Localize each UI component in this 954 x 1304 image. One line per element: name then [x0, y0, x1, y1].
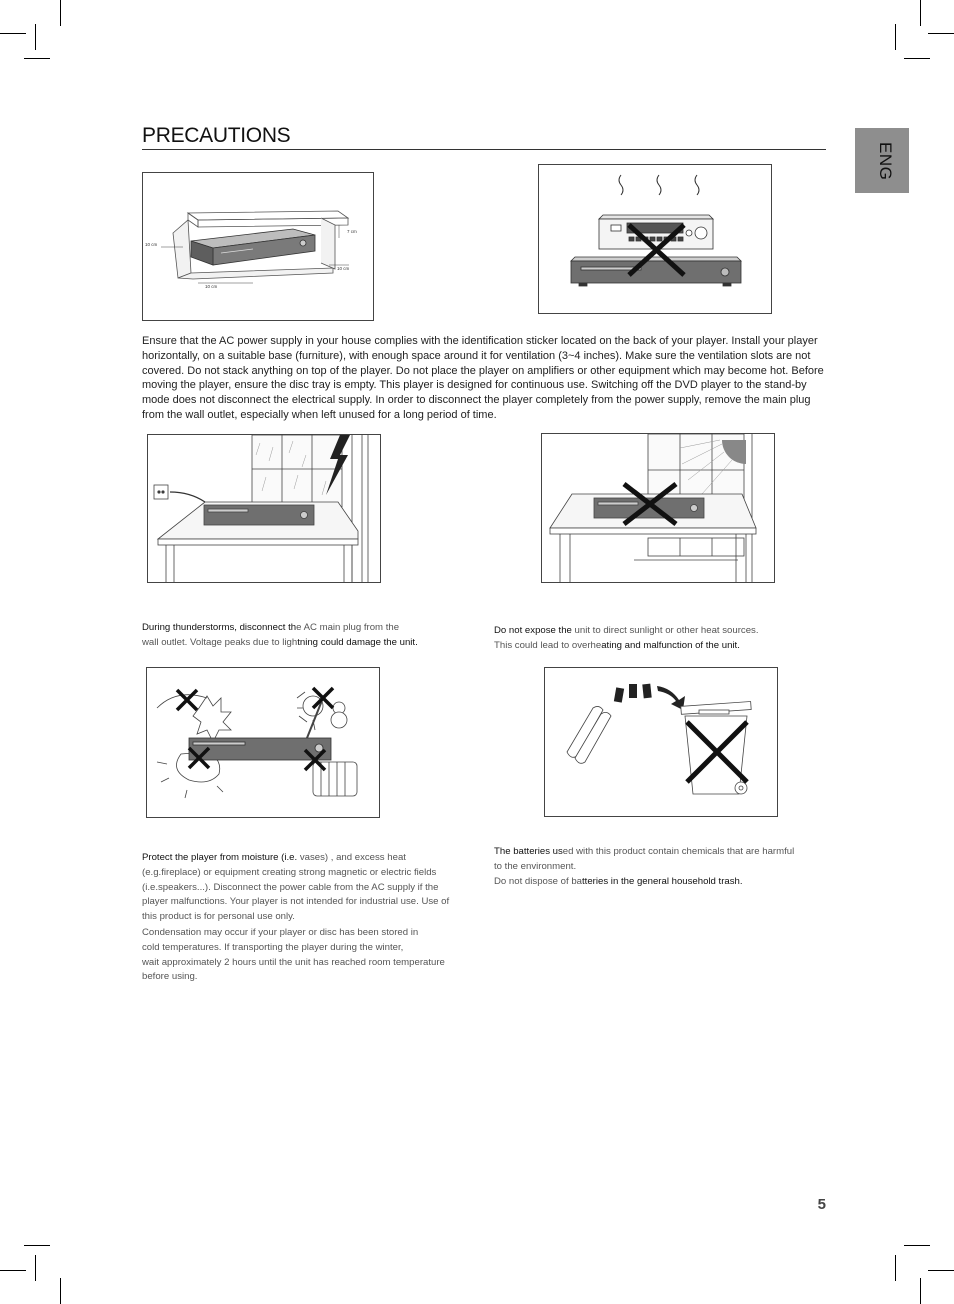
ventilation-label-front: 10 cm	[205, 284, 218, 289]
caption-text: cold temperatures. If transporting the player during the winter,	[142, 941, 404, 953]
battery-disposal-illustration	[544, 667, 778, 817]
crop-mark	[928, 33, 954, 34]
caption-text: ed with this product contain chemicals that are harmful	[562, 846, 795, 857]
ventilation-label-left: 10 cm	[145, 242, 158, 247]
caption-text: tteries in the general household trash.	[582, 875, 743, 887]
caption-text: Protect the player from moisture (i.e.	[142, 852, 298, 863]
battery-caption	[494, 845, 824, 889]
caption-text: to the environment.	[494, 860, 577, 872]
intro-paragraph: Ensure that the AC power supply in your house complies with the identification sticker located on the back of your player. Install your player horizontally, on a suitable base (furniture), with enough space around it for ventilation (3~4 inches). Make sure the ventilation slots are not covered. Do not stack anything on top of the player. Do not place the player on amplifiers or other equipment which may become hot. Before moving the player, ensure the disc tray is empty. This player is designed for continuous use. Switching off the DVD player to the stand-by mode does not disconnect the electrical supply. In order to disconnect the player completely from the power supply, remove the main plug from the wall outlet, especially when left unused for a long period of time.	[142, 335, 824, 421]
sunlight-illustration	[541, 433, 775, 583]
caption-text: wait approximately 2 hours until the unit has reached room temperature	[142, 956, 445, 968]
crop-mark	[0, 33, 26, 34]
page-title: PRECAUTIONS	[142, 124, 291, 147]
crop-mark	[35, 24, 36, 50]
crop-mark	[24, 58, 50, 59]
sunlight-caption	[494, 624, 824, 654]
crop-mark	[35, 1255, 36, 1281]
caption-text: vases) , and excess heat	[297, 852, 406, 863]
crop-mark	[60, 1278, 61, 1304]
ventilation-label-right: 10 cm	[337, 266, 350, 271]
caption-text: wall outlet. Voltage peaks due to ligh	[142, 636, 298, 648]
caption-text: Do not dispose of ba	[494, 875, 583, 887]
ventilation-illustration	[142, 172, 374, 321]
crop-mark	[60, 0, 61, 26]
thunderstorm-illustration	[147, 434, 381, 583]
no-stacking-illustration	[538, 164, 772, 314]
caption-text: Condensation may occur if your player or disc has been stored in	[142, 926, 419, 938]
crop-mark	[920, 1278, 921, 1304]
caption-text: unit to direct sunlight or other heat sources.	[571, 625, 759, 636]
page-number: 5	[817, 1196, 826, 1213]
caption-text: This could lead to overhe	[494, 639, 602, 651]
caption-text: The batteries us	[494, 846, 563, 857]
moisture-caption	[142, 851, 472, 985]
crop-mark	[920, 0, 921, 26]
caption-text: During thunderstorms, disconnect th	[142, 622, 297, 633]
caption-text: tning could damage the unit.	[297, 636, 418, 648]
crop-mark	[24, 1245, 50, 1246]
caption-text: Do not expose the	[494, 625, 572, 636]
language-tab-label: ENG	[876, 142, 895, 181]
language-tab	[855, 128, 909, 193]
crop-mark	[904, 58, 930, 59]
caption-text: this product is for personal use only.	[142, 911, 295, 923]
caption-text: e AC main plug from the	[296, 622, 400, 633]
crop-mark	[895, 1255, 896, 1281]
title-divider	[142, 149, 826, 150]
caption-text: (e.g.fireplace) or equipment creating strong magnetic or electric fields	[142, 866, 437, 878]
ventilation-label-top: 7 cm	[347, 229, 357, 234]
moisture-heat-illustration	[146, 667, 380, 818]
thunderstorm-caption	[142, 621, 472, 651]
caption-text: (i.e.speakers...). Disconnect the power cable from the AC supply if the	[142, 881, 439, 893]
caption-text: player malfunctions. Your player is not intended for industrial use. Use of	[142, 896, 450, 908]
crop-mark	[928, 1270, 954, 1271]
caption-text: ating and malfunction of the unit.	[601, 639, 740, 651]
crop-mark	[0, 1270, 26, 1271]
crop-mark	[904, 1245, 930, 1246]
caption-text: before using.	[142, 971, 198, 983]
crop-mark	[895, 24, 896, 50]
